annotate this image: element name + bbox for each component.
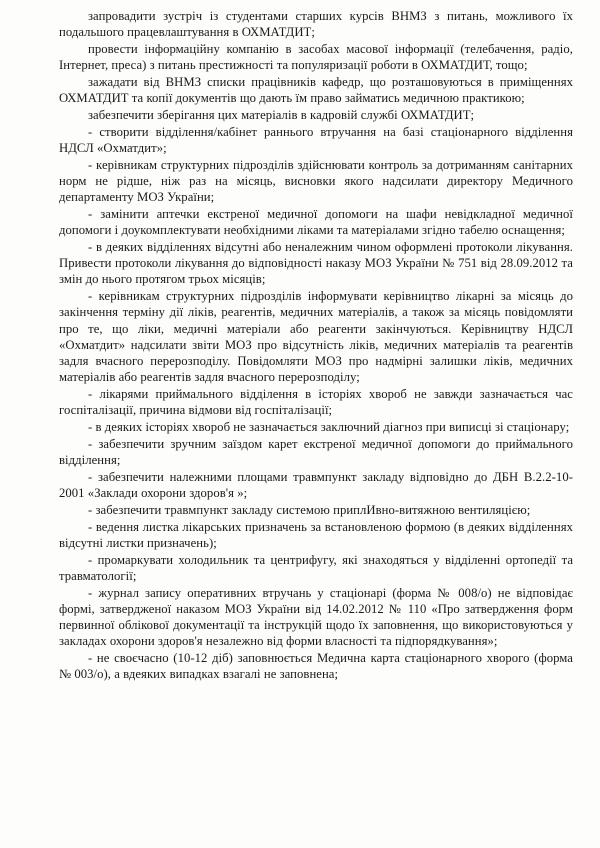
paragraph-student-meetings: запровадити зустріч із студентами старших курсів ВНМЗ з питань, можливого їх подальшого працевлаштування в ОХМАТДИТ; <box>59 9 573 40</box>
paragraph-department-lists: зажадати від ВНМЗ списки працівників кафедр, що розташовуються в приміщеннях ОХМАТДИТ та копії документів що дають їм право займатись медичною практикою; <box>59 75 573 106</box>
paragraph-medicine-expiry: - керівникам структурних підрозділів інформувати керівництво лікарні за місяць до закінчення терміну дії ліків, реагентів, медичних матеріалів, а також за місяць повідомляти про те, що ліки, медичні матеріали або реагенти закінчуються. Керівництву НДСЛ «Охматдит» надсилати звіти МОЗ про відсутність ліків, медичних матеріалів та реагентів задля вчасного перерозподілу. Повідомляти МОЗ про надмірні залишки ліків, медичних матеріалів або реагентів задля вчасного перерозподілу; <box>59 289 573 385</box>
paragraph-surgery-journal: - журнал запису оперативних втручань у стаціонарі (форма № 008/о) не відповідає формі, затвердженої наказом МОЗ України від 14.02.2012 № 110 «Про затвердження форм первинної облікової документації та інструкцій щодо їх заповнення, що використовуються у закладах охорони здоров'я незалежно від форми власності та підпорядкування»; <box>59 585 573 649</box>
paragraph-label-equipment: - промаркувати холодильник та центрифугу, які знаходяться у відділенні ортопедії та травматології; <box>59 552 573 583</box>
paragraph-final-diagnosis: - в деяких історіях хвороб не зазначається заключний діагноз при виписці зі стаціонару; <box>88 420 570 435</box>
paragraph-sanitary-control: - керівникам структурних підрозділів здійснювати контроль за дотриманням санітарних норм не рідше, ніж раз на місяць, висновки якого надсилати директору Медичного департаменту МОЗ України; <box>59 157 573 205</box>
paragraph-admission-records: - лікарями приймального відділення в історіях хвороб не завжди зазначається час госпіталізації, причина відмови від госпіталізації; <box>59 387 573 418</box>
paragraph-early-intervention: - створити відділення/кабінет раннього втручання на базі стаціонарного відділення НДСЛ «Охматдит»; <box>59 124 573 155</box>
paragraph-ambulance-access: - забезпечити зручним заїздом карет екстреної медичної допомоги до приймального відділення; <box>59 436 573 468</box>
paragraph-trauma-space: - забезпечити належними площами травмпункт закладу відповідно до ДБН В.2.2-10-2001 «Заклади охорони здоров'я »; <box>59 469 573 501</box>
paragraph-treatment-protocols: - в деяких відділеннях відсутні або неналежним чином оформлені протоколи лікування. Привести протоколи лікування до відповідності наказу МОЗ України № 751 від 28.09.2012 та змін до нього протягом трьох місяців; <box>59 240 573 287</box>
paragraph-first-aid-kits: - замінити аптечки екстреної медичної допомоги на шафи невідкладної медичної допомоги і доукомплектувати необхідними ліками та матеріалами згідно табелю оснащення; <box>59 207 573 238</box>
paragraph-medical-card: - не своєчасно (10-12 діб) заповнюється Медична карта стаціонарного хворого (форма № 003/о), а вдеяких випадках взагалі не заповнена; <box>59 651 573 682</box>
paragraph-hr-storage: забезпечити зберігання цих матеріалів в кадровій службі ОХМАТДИТ; <box>88 108 475 122</box>
paragraph-ventilation: - забезпечити травмпункт закладу системою приплИвно-витяжною вентиляцією; <box>88 502 531 517</box>
paragraph-prescription-sheets: - ведення листка лікарських призначень за встановленою формою (в деяких відділеннях відсутні листки призначень); <box>59 519 573 550</box>
paragraph-media-campaign: провести інформаційну компанію в засобах масової інформації (телебачення, радіо, Інтернет, преса) з питань престижності та популяризації роботи в ОХМАТДИТ, тощо; <box>59 42 573 73</box>
